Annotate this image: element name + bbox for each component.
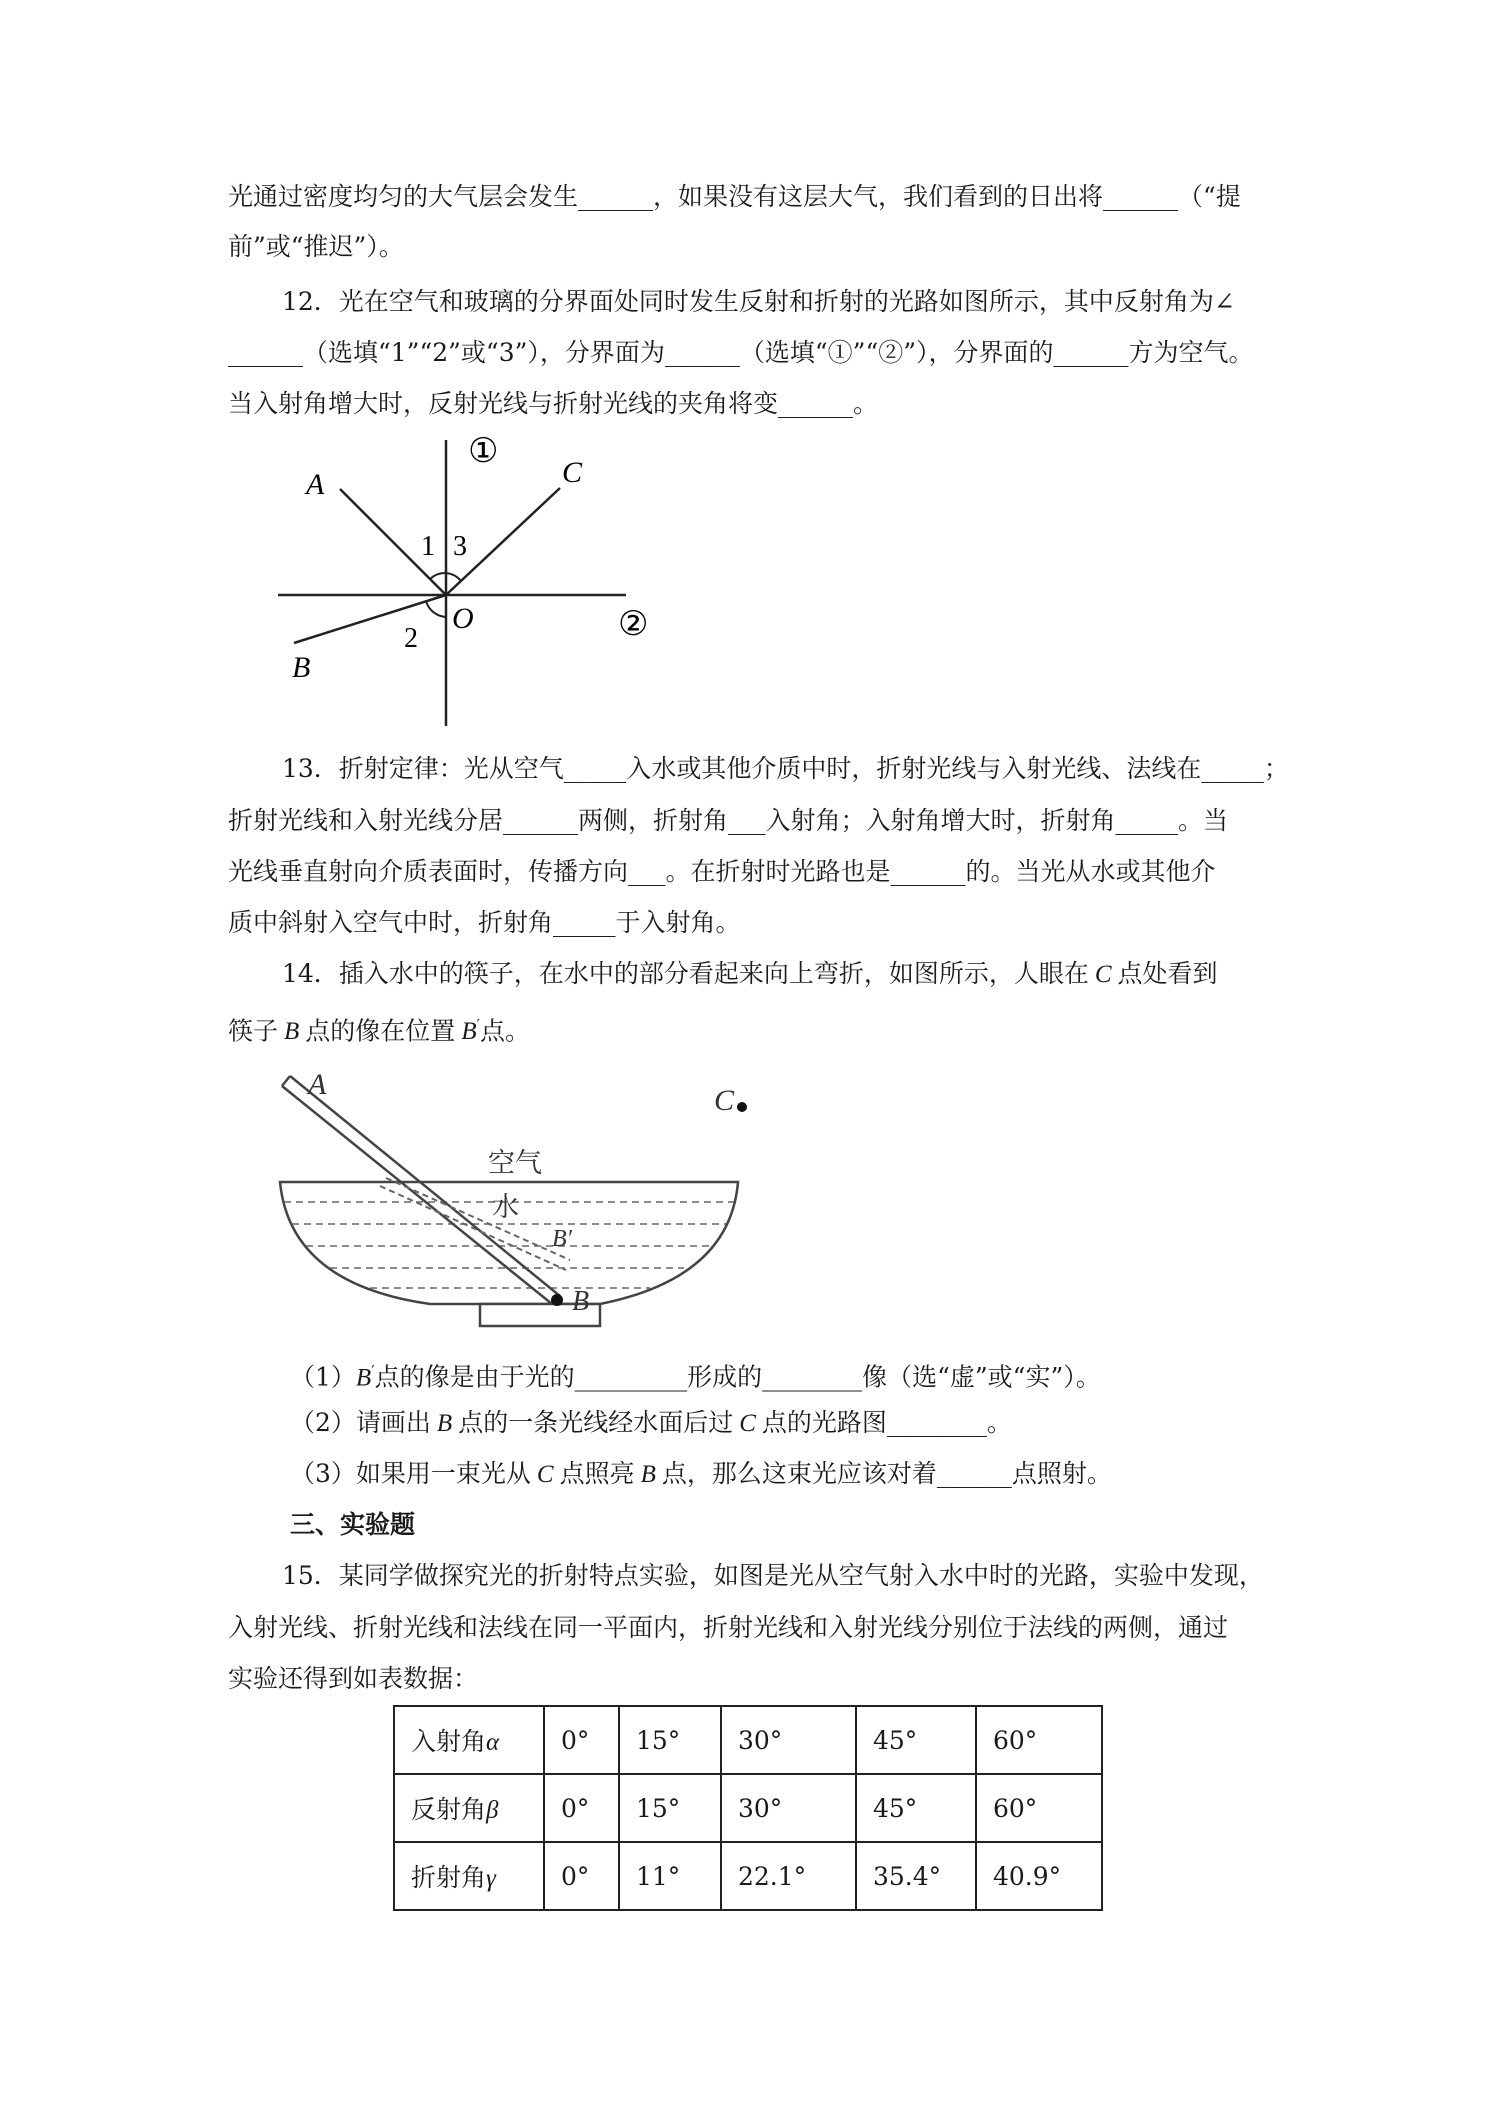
table-cell: 60° [976,1706,1102,1774]
label-B-prime: B′ [552,1226,572,1252]
row-header: 入射角α [394,1706,544,1774]
label-circle-1: ① [468,433,499,470]
angle-label-1: 1 [421,531,435,562]
q13-text-line2: 折射光线和入射光线分居______两侧，折射角___入射角；入射角增大时，折射角_____。当 [228,806,1229,835]
table-cell: 30° [721,1706,856,1774]
angle-arc-1 [430,573,446,579]
q14-line1-a: 14．插入水中的筷子，在水中的部分看起来向上弯折，如图所示，人眼在 [282,959,1089,988]
chopsticks-in-water-diagram [270,1060,750,1335]
q14-sub1 [290,1353,1330,1396]
q14-sub2-e: 点的光路图________。 [761,1408,1012,1437]
angle-data-table [393,1705,1103,1911]
q14-sub3 [290,1456,1330,1493]
q14-sub2-c: 点的一条光线经水面后过 [458,1408,734,1437]
point-C [737,1102,747,1112]
q13-text-line4: 质中斜射入空气中时，折射角_____于入射角。 [228,908,741,937]
label-A: A [306,468,325,501]
q12-text-line3: 当入射角增大时，反射光线与折射光线的夹角将变______。 [228,389,879,418]
angle-arc-2 [426,601,446,617]
q14-sub1-a: （1） [290,1362,356,1392]
table-cell: 45° [856,1774,976,1842]
label-C: C [714,1084,735,1117]
q14-sub1-d: 点的像是由于光的_________形成的________像（选“虚”或“实”）。 [374,1362,1101,1392]
label-air: 空气 [488,1148,542,1179]
angle-label-3: 3 [453,531,467,562]
q14-sub2-a: （2）请画出 [290,1408,431,1437]
point-B [551,1294,563,1306]
label-B: B [292,651,311,684]
q14-sub3-e: 点，那么这束光应该对着______点照射。 [661,1459,1112,1488]
q14-text-line2 [228,1007,1268,1050]
q14-line2-d: B [461,1018,477,1046]
q14-line2-a: 筷子 [228,1016,279,1046]
table-cell: 40.9° [976,1842,1102,1910]
label-B: B [572,1286,590,1317]
q14-line2-f: 点。 [480,1016,531,1046]
table-cell: 30° [721,1774,856,1842]
row-header: 反射角β [394,1774,544,1842]
table-cell: 35.4° [856,1842,976,1910]
label-C: C [562,456,583,489]
table-cell: 45° [856,1706,976,1774]
q12-text-line1: 12．光在空气和玻璃的分界面处同时发生反射和折射的光路如图所示，其中反射角为∠ [282,287,1235,316]
section-title: 三、实验题 [290,1510,416,1539]
q14-line1-c: C [1094,961,1112,988]
q14-sub1-b: B [355,1364,372,1392]
q14-sub3-b: C [536,1461,554,1488]
table-cell: 0° [544,1842,619,1910]
q14-sub2-b: B [436,1410,453,1437]
q11-text-line2: 前”或“推迟”）。 [228,232,404,261]
label-circle-2: ② [618,606,649,643]
label-water: 水 [492,1192,519,1223]
table-cell: 0° [544,1774,619,1842]
q13-text-line1: 13．折射定律：光从空气_____入水或其他介质中时，折射光线与入射光线、法线在_____； [282,754,1289,783]
table-cell: 15° [619,1706,721,1774]
q14-line2-b: B [284,1018,300,1046]
table-row [394,1842,1102,1910]
angle-arc-3 [446,573,461,581]
label-O: O [452,602,474,635]
row-header: 折射角γ [394,1842,544,1910]
reflection-refraction-diagram [270,430,670,730]
table-cell: 11° [619,1842,721,1910]
q14-sub2 [290,1405,1330,1442]
q14-line1-b: 点处看到 [1117,959,1218,988]
q15-text-line2: 入射光线、折射光线和法线在同一平面内，折射光线和入射光线分别位于法线的两侧，通过 [228,1613,1229,1642]
q15-text-line1: 15．某同学做探究光的折射特点实验，如图是光从空气射入水中时的光路，实验中发现， [282,1561,1264,1590]
chopstick-top-cap [282,1076,290,1086]
angle-label-2: 2 [404,623,418,654]
q13-text-line3: 光线垂直射向介质表面时，传播方向___。在折射时光路也是______的。当光从水或其他介 [228,857,1216,886]
table-cell: 22.1° [721,1842,856,1910]
table-row [394,1706,1102,1774]
q14-sub2-d: C [739,1410,756,1437]
q14-line2-prime: ′ [476,1016,480,1034]
table-cell: 15° [619,1774,721,1842]
q11-text-line1: 光通过密度均匀的大气层会发生______，如果没有这层大气，我们看到的日出将______（“提 [228,182,1241,211]
q14-sub3-d: B [640,1461,656,1488]
table-row [394,1774,1102,1842]
q14-sub1-prime: ′ [371,1362,375,1380]
q15-text-line3: 实验还得到如表数据： [228,1664,479,1693]
label-A: A [308,1068,327,1101]
q14-sub3-a: （3）如果用一束光从 [290,1459,531,1488]
q12-text-line2: ______（选填“1”“2”或“3”），分界面为______（选填“①”“②”），分界面的______方为空气。 [228,338,1254,367]
ray-OB [294,595,446,643]
q14-text-line1 [282,956,1272,993]
table-cell: 60° [976,1774,1102,1842]
q14-line2-c: 点的像在位置 [305,1016,456,1046]
q14-sub3-c: 点照亮 [559,1459,635,1488]
table-cell: 0° [544,1706,619,1774]
